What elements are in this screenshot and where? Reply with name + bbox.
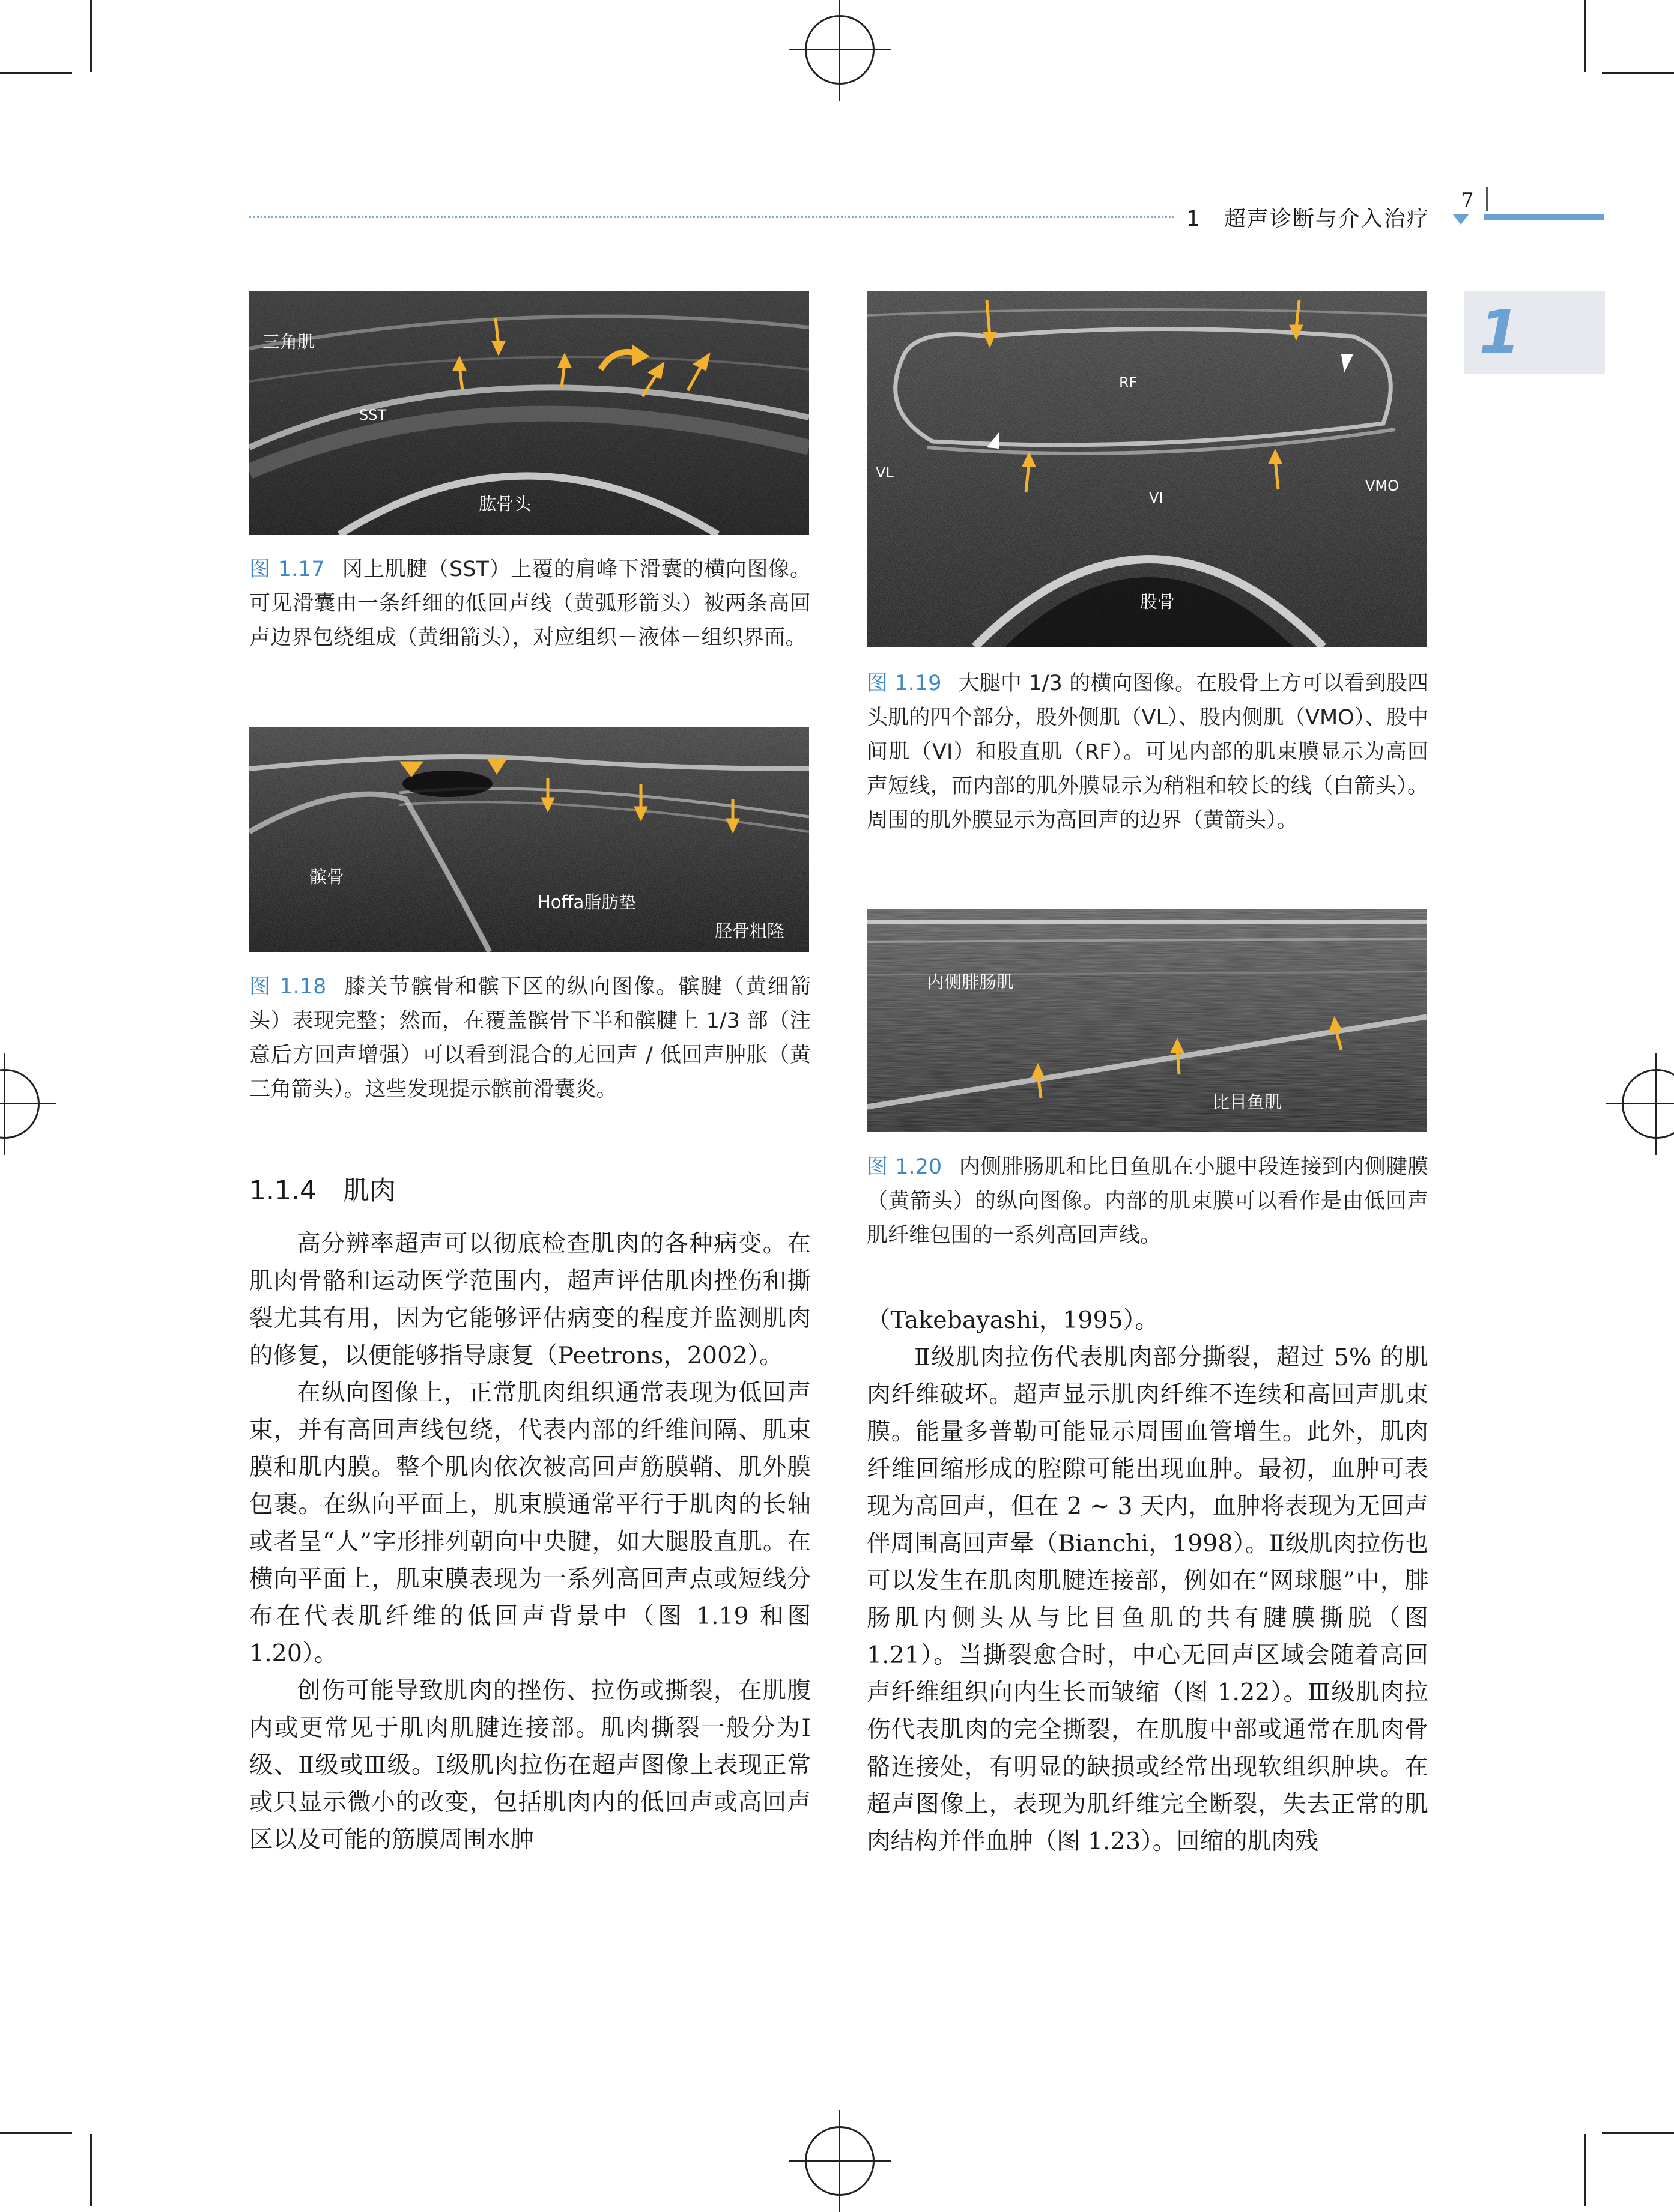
caption-text: 膝关节髌骨和髌下区的纵向图像。髌腱（黄细箭头）表现完整；然而，在覆盖髌骨下半和髌腱上 1/3 部（注意后方回声增强）可以看到混合的无回声 / 低回声肿胀（黄三角箭头）。这些发现提示髌前滑囊炎。 [249,975,811,1101]
label-tibial-tuberosity: 胫骨粗隆 [715,921,785,941]
caption-text: 大腿中 1/3 的横向图像。在股骨上方可以看到股四头肌的四个部分，股外侧肌（VL）、股内侧肌（VMO）、股中间肌（VI）和股直肌（RF）。可见内部的肌束膜显示为高回声短线，而内部的肌外膜显示为稍粗和较长的线（白箭头）。周围的肌外膜显示为高回声的边界（黄箭头）。 [867,671,1428,832]
crop-mark [90,0,92,72]
paragraph: 创伤可能导致肌肉的挫伤、拉伤或撕裂，在肌腹内或更常见于肌肉肌腱连接部。肌肉撕裂一般分为Ⅰ级、Ⅱ级或Ⅲ级。Ⅰ级肌肉拉伤在超声图像上表现正常或只显示微小的改变，包括肌肉内的低回声或高回声区以及可能的筋膜周围水肿 [249,1677,811,1853]
crop-mark [1602,72,1674,74]
figure-1-20-ultrasound [867,909,1427,1132]
caption-number: 图 1.18 [249,975,327,999]
figure-1-17-ultrasound [249,291,809,535]
paragraph: Ⅱ级肌肉拉伤代表肌肉部分撕裂，超过 5% 的肌肉纤维破坏。超声显示肌肉纤维不连续和高回声肌束膜。能量多普勒可能显示周围血管增生。此外，肌肉纤维回缩形成的腔隙可能出现血肿。最初，血肿可表现为高回声，但在 2 ~ 3 天内，血肿将表现为无回声伴周围高回声晕（Bianchi，1998）。Ⅱ级肌肉拉伤也可以发生在肌肉肌腱连接部，例如在“网球腿”中，腓肠肌内侧头从与比目鱼肌的共有腱膜撕脱（图 1.21）。当撕裂愈合时，中心无回声区域会随着高回声纤维组织向内生长而皱缩（图 1.22）。Ⅲ级肌肉拉伤代表肌肉的完全撕裂，在肌腹中部或通常在肌肉骨骼连接处，有明显的缺损或经常出现软组织肿块。在超声图像上，表现为肌纤维完全断裂，失去正常的肌肉结构并伴血肿（图 1.23）。回缩的肌肉残 [867,1344,1428,1855]
label-sst: SST [359,407,387,423]
label-vi: VI [1149,489,1163,506]
crop-mark [1584,2134,1586,2206]
ultrasound-image [867,909,1427,1132]
paragraph: 在纵向图像上，正常肌肉组织通常表现为低回声束，并有高回声线包绕，代表内部的纤维间隔、肌束膜和肌内膜。整个肌肉依次被高回声筋膜鞘、肌外膜包裹。在纵向平面上，肌束膜通常平行于肌肉的长轴或者呈“人”字形排列朝向中央腱，如大腿股直肌。在横向平面上，肌束膜表现为一系列高回声点或短线分布在代表肌纤维的低回声背景中（图 1.19 和图 1.20）。 [249,1379,811,1667]
registration-mark [0,1069,40,1139]
header-rule [249,216,1174,218]
caption-number: 图 1.20 [867,1155,942,1179]
registration-mark [1622,1069,1674,1139]
paragraph: 高分辨率超声可以彻底检查肌肉的各种病变。在肌肉骨骼和运动医学范围内，超声评估肌肉挫伤和撕裂尤其有用，因为它能够评估病变的程度并监测肌肉的修复，以便能够指导康复（Peetrons，2002）。 [249,1230,811,1369]
label-vl: VL [876,464,894,481]
section-heading: 1.1.4 肌肉 [249,1175,396,1206]
label-rf: RF [1119,374,1138,391]
crop-mark [1584,0,1586,72]
left-column-body [249,1225,811,1858]
crop-mark [90,2134,92,2206]
figure-1-19-caption [867,667,1428,838]
crop-mark [1602,2132,1674,2134]
label-hoffa-fat-pad: Hoffa脂肪垫 [538,892,637,912]
label-patella: 髌骨 [309,867,345,887]
crop-mark [0,72,72,74]
label-soleus: 比目鱼肌 [1212,1092,1282,1112]
figure-1-20-caption [867,1150,1428,1253]
figure-1-18-caption [249,970,811,1107]
label-deltoid: 三角肌 [262,332,315,352]
figure-1-19-ultrasound [867,291,1427,647]
right-column-body [867,1301,1428,1860]
registration-mark [805,15,875,85]
figure-1-17-caption [249,553,811,655]
page-number: 7 [1461,189,1474,213]
header-tick [1486,187,1488,211]
label-humeral-head: 肱骨头 [479,494,532,514]
label-vmo: VMO [1365,477,1400,494]
crop-mark [0,2132,72,2134]
paragraph: （Takebayashi，1995）。 [867,1306,1159,1334]
chapter-tab: 1 [1464,291,1605,374]
running-header: 1 超声诊断与介入治疗 [1186,207,1430,231]
label-medial-gastrocnemius: 内侧腓肠肌 [927,972,1014,992]
caption-number: 图 1.17 [249,557,325,581]
header-marker [1452,214,1469,225]
caption-text: 内侧腓肠肌和比目鱼肌在小腿中段连接到内侧腱膜（黄箭头）的纵向图像。内部的肌束膜可以看作是由低回声肌纤维包围的一系列高回声线。 [867,1155,1428,1247]
caption-text: 冈上肌腱（SST）上覆的肩峰下滑囊的横向图像。可见滑囊由一条纤细的低回声线（黄弧形箭头）被两条高回声边界包绕组成（黄细箭头），对应组织－液体－组织界面。 [249,557,811,650]
caption-number: 图 1.19 [867,671,942,695]
figure-1-18-ultrasound [249,727,809,952]
header-bar [1484,214,1604,220]
registration-mark [805,2126,875,2196]
label-femur: 股骨 [1140,592,1175,612]
